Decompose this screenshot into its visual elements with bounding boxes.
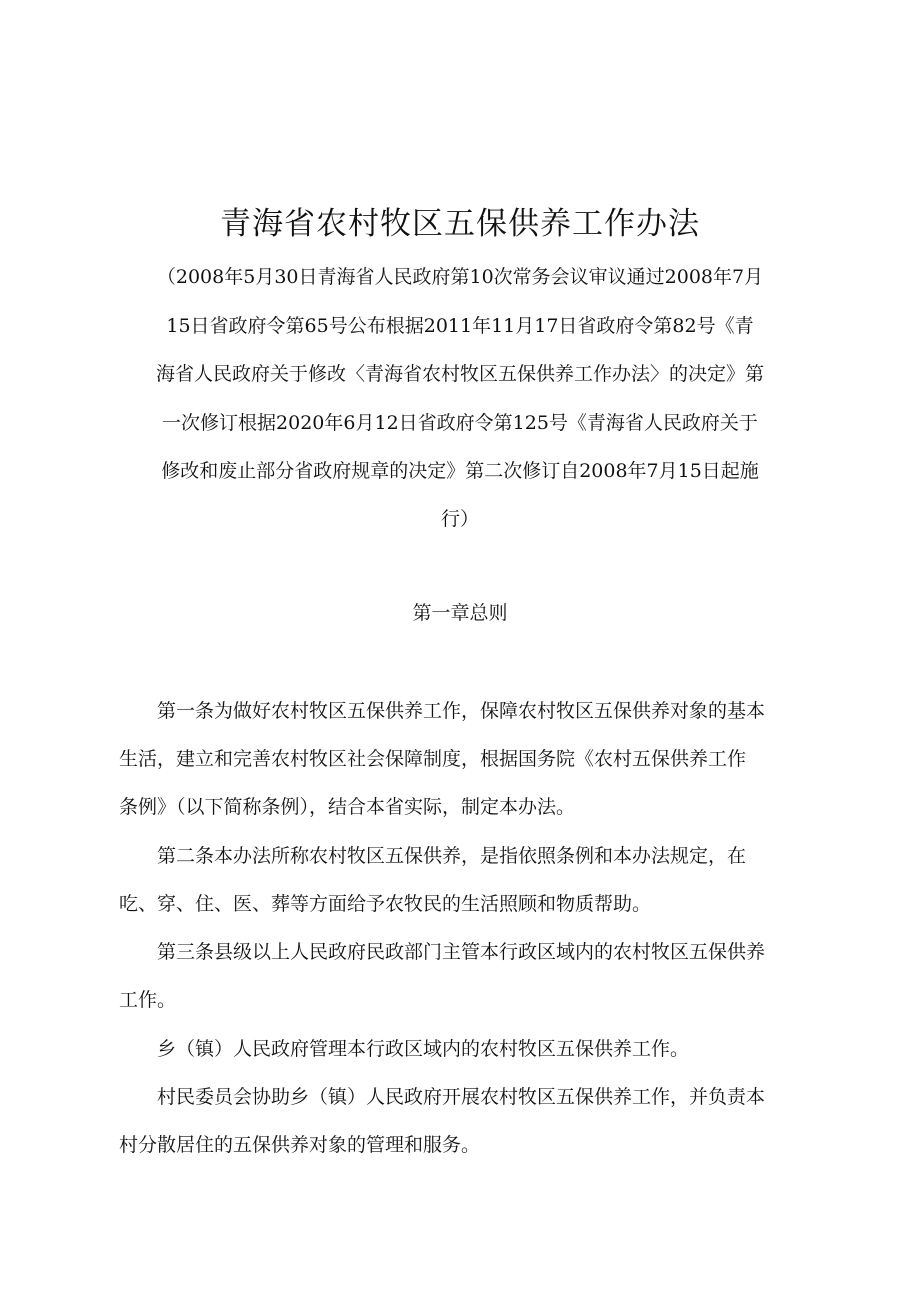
article-line-5: 吃、穿、住、医、葬等方面给予农牧民的生活照顾和物质帮助。	[119, 893, 652, 915]
article-line-3: 条例》（以下简称条例），结合本省实际，制定本办法。	[119, 796, 576, 818]
document-title: 青海省农村牧区五保供养工作办法	[220, 206, 700, 242]
article-line-10: 村分散居住的五保供养对象的管理和服务。	[119, 1134, 481, 1156]
adoption-note-line-2: 15日省政府令第65号公布根据2011年11月17日省政府令第82号《青	[166, 315, 754, 337]
article-line-9: 村民委员会协助乡（镇）人民政府开展农村牧区五保供养工作，并负责本	[157, 1086, 766, 1108]
article-line-8: 乡（镇）人民政府管理本行政区域内的农村牧区五保供养工作。	[157, 1038, 690, 1060]
article-line-2: 生活，建立和完善农村牧区社会保障制度，根据国务院《农村五保供养工作	[119, 748, 747, 770]
article-line-1: 第一条为做好农村牧区五保供养工作，保障农村牧区五保供养对象的基本	[157, 700, 766, 722]
article-line-4: 第二条本办法所称农村牧区五保供养，是指依照条例和本办法规定，在	[157, 845, 747, 867]
adoption-note-line-1: （2008年5月30日青海省人民政府第10次常务会议审议通过2008年7月	[156, 266, 764, 288]
chapter-heading: 第一章总则	[412, 602, 508, 624]
adoption-note-line-5: 修改和废止部分省政府规章的决定》第二次修订自2008年7月15日起施	[161, 460, 759, 482]
article-line-6: 第三条县级以上人民政府民政部门主管本行政区域内的农村牧区五保供养	[157, 941, 766, 963]
adoption-note-line-4: 一次修订根据2020年6月12日省政府令第125号《青海省人民政府关于	[162, 412, 758, 434]
article-line-7: 工作。	[119, 989, 177, 1011]
adoption-note-line-6: 行）	[440, 508, 479, 530]
adoption-note-line-3: 海省人民政府关于修改〈青海省农村牧区五保供养工作办法〉的决定》第	[155, 363, 764, 385]
